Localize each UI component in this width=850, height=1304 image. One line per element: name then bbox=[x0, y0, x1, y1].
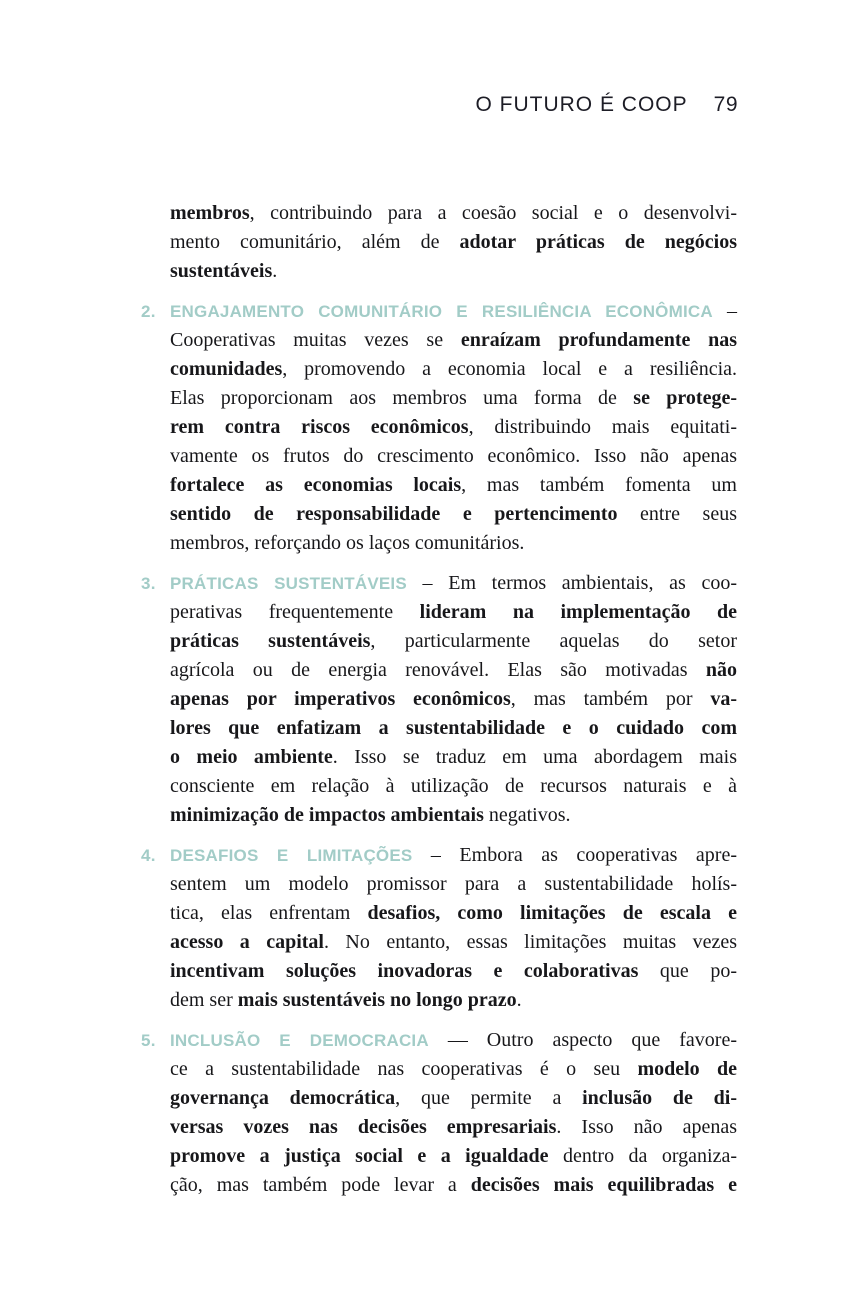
text-segment: o meio ambiente bbox=[170, 746, 333, 768]
text-segment: membros, reforçando os laços comunitários. bbox=[170, 532, 525, 554]
text-segment: inclusão de di- bbox=[582, 1087, 738, 1109]
text-segment: mento comunitário, além de bbox=[170, 231, 460, 253]
text-segment: tica, elas enfrentam bbox=[170, 902, 368, 924]
text-segment: perativas frequentemente bbox=[170, 601, 420, 623]
text-segment: que po- bbox=[638, 960, 737, 982]
text-segment: dem ser bbox=[170, 989, 238, 1011]
text-line bbox=[170, 870, 737, 899]
text-segment: adotar práticas de negócios bbox=[459, 231, 737, 253]
text-line bbox=[170, 384, 737, 413]
text-line bbox=[170, 1142, 737, 1171]
text-line bbox=[170, 442, 737, 471]
text-segment: – Embora as cooperativas apre- bbox=[412, 844, 737, 866]
list-item-heading: DESAFIOS E LIMITAÇÕES bbox=[170, 846, 413, 865]
page-content bbox=[141, 199, 738, 1211]
text-segment: , distribuindo mais equitati- bbox=[468, 416, 737, 438]
text-segment: rem contra riscos econômicos bbox=[170, 416, 469, 438]
text-line bbox=[170, 257, 737, 286]
list-item-number: 2. bbox=[141, 302, 156, 321]
text-segment: sentem um modelo promissor para a sustentabilidade holís- bbox=[170, 873, 737, 895]
text-line bbox=[170, 986, 737, 1015]
text-segment: práticas sustentáveis bbox=[170, 630, 371, 652]
list-item-number: 5. bbox=[141, 1031, 156, 1050]
text-segment: decisões mais equilibradas e bbox=[470, 1174, 737, 1196]
text-line bbox=[170, 297, 737, 326]
text-line bbox=[170, 714, 737, 743]
text-segment: apenas por imperativos econômicos bbox=[170, 688, 511, 710]
list-item-number: 4. bbox=[141, 846, 156, 865]
text-segment: Elas proporcionam aos membros uma forma de bbox=[170, 387, 634, 409]
text-line bbox=[170, 899, 737, 928]
numbered-list bbox=[141, 297, 738, 1200]
text-segment: Cooperativas muitas vezes se bbox=[170, 329, 461, 351]
text-line bbox=[170, 1026, 737, 1055]
text-line bbox=[170, 471, 737, 500]
running-header-title: O FUTURO É COOP bbox=[475, 93, 688, 116]
text-segment: desafios, como limitações de escala e bbox=[367, 902, 737, 924]
text-segment: enraízam profundamente nas bbox=[460, 329, 737, 351]
text-line bbox=[170, 685, 737, 714]
text-segment: , promovendo a economia local e a resiliência. bbox=[282, 358, 737, 380]
text-line bbox=[170, 1113, 737, 1142]
text-line bbox=[170, 841, 737, 870]
text-line bbox=[170, 801, 737, 830]
text-segment: fortalece as economias locais bbox=[170, 474, 462, 496]
text-line bbox=[170, 928, 737, 957]
text-segment: consciente em relação à utilização de recursos naturais e à bbox=[170, 775, 737, 797]
text-segment: governança democrática bbox=[170, 1087, 396, 1109]
text-segment: , mas também por bbox=[510, 688, 711, 710]
text-line bbox=[170, 1171, 737, 1200]
text-segment: . Isso não apenas bbox=[556, 1116, 737, 1138]
list-item-3 bbox=[141, 569, 738, 830]
text-line bbox=[170, 957, 737, 986]
text-segment: modelo de bbox=[637, 1058, 738, 1080]
text-segment: comunidades bbox=[170, 358, 283, 380]
text-segment: va- bbox=[710, 688, 737, 710]
text-segment: agrícola ou de energia renovável. Elas são motivadas bbox=[170, 659, 706, 681]
text-line bbox=[170, 656, 737, 685]
text-line bbox=[170, 355, 737, 384]
text-segment: minimização de impactos ambientais bbox=[170, 804, 484, 826]
text-line bbox=[170, 500, 737, 529]
list-item-heading: INCLUSÃO E DEMOCRACIA bbox=[170, 1031, 429, 1050]
text-line bbox=[170, 529, 737, 558]
text-segment: – bbox=[712, 300, 738, 322]
text-line bbox=[170, 598, 737, 627]
list-item-heading: ENGAJAMENTO COMUNITÁRIO E RESILIÊNCIA ECONÔMICA bbox=[170, 302, 713, 321]
text-segment: se protege- bbox=[633, 387, 738, 409]
text-segment: , particularmente aquelas do setor bbox=[370, 630, 737, 652]
text-segment: . No entanto, essas limitações muitas vezes bbox=[323, 931, 737, 953]
text-segment: versas vozes nas decisões empresariais bbox=[170, 1116, 557, 1138]
page-number: 79 bbox=[713, 93, 738, 116]
text-segment: membros bbox=[170, 202, 250, 224]
text-line bbox=[170, 1055, 737, 1084]
text-segment: vamente os frutos do crescimento econômico. Isso não apenas bbox=[170, 445, 737, 467]
text-line bbox=[170, 743, 737, 772]
list-item-heading: PRÁTICAS SUSTENTÁVEIS bbox=[170, 574, 407, 593]
text-segment: lideram na implementação de bbox=[419, 601, 737, 623]
text-segment: sustentáveis bbox=[170, 260, 273, 282]
text-segment: , que permite a bbox=[395, 1087, 583, 1109]
text-segment: . bbox=[516, 989, 522, 1011]
list-item-2 bbox=[141, 297, 738, 558]
list-item-5 bbox=[141, 1026, 738, 1200]
text-segment: ção, mas também pode levar a bbox=[170, 1174, 471, 1196]
text-segment: entre seus bbox=[617, 503, 737, 525]
text-line bbox=[170, 772, 737, 801]
text-line bbox=[170, 199, 737, 228]
text-segment: dentro da organiza- bbox=[548, 1145, 737, 1167]
intro-paragraph bbox=[170, 199, 737, 286]
text-line bbox=[170, 228, 737, 257]
text-segment: – Em termos ambientais, as coo- bbox=[406, 572, 738, 594]
text-segment: acesso a capital bbox=[170, 931, 324, 953]
text-line bbox=[170, 326, 737, 355]
text-segment: . Isso se traduz em uma abordagem mais bbox=[332, 746, 737, 768]
running-header bbox=[475, 93, 738, 117]
text-line bbox=[170, 627, 737, 656]
text-line bbox=[170, 413, 737, 442]
list-item-4 bbox=[141, 841, 737, 1015]
text-segment: . bbox=[272, 260, 278, 282]
list-item-number: 3. bbox=[141, 574, 156, 593]
text-segment: negativos. bbox=[483, 804, 571, 826]
text-segment: lores que enfatizam a sustentabilidade e o cuidado com bbox=[170, 717, 737, 739]
text-segment: , contribuindo para a coesão social e o desenvolvi- bbox=[249, 202, 737, 224]
text-segment: promove a justiça social e a igualdade bbox=[170, 1145, 549, 1167]
text-segment: incentivam soluções inovadoras e colaborativas bbox=[170, 960, 639, 982]
text-segment: — Outro aspecto que favore- bbox=[428, 1029, 737, 1051]
text-line bbox=[170, 569, 737, 598]
text-segment: mais sustentáveis no longo prazo bbox=[237, 989, 517, 1011]
text-segment: , mas também fomenta um bbox=[461, 474, 737, 496]
text-segment: não bbox=[705, 659, 737, 681]
text-line bbox=[170, 1084, 737, 1113]
text-segment: sentido de responsabilidade e pertencimento bbox=[170, 503, 618, 525]
text-segment: ce a sustentabilidade nas cooperativas é o seu bbox=[170, 1058, 638, 1080]
